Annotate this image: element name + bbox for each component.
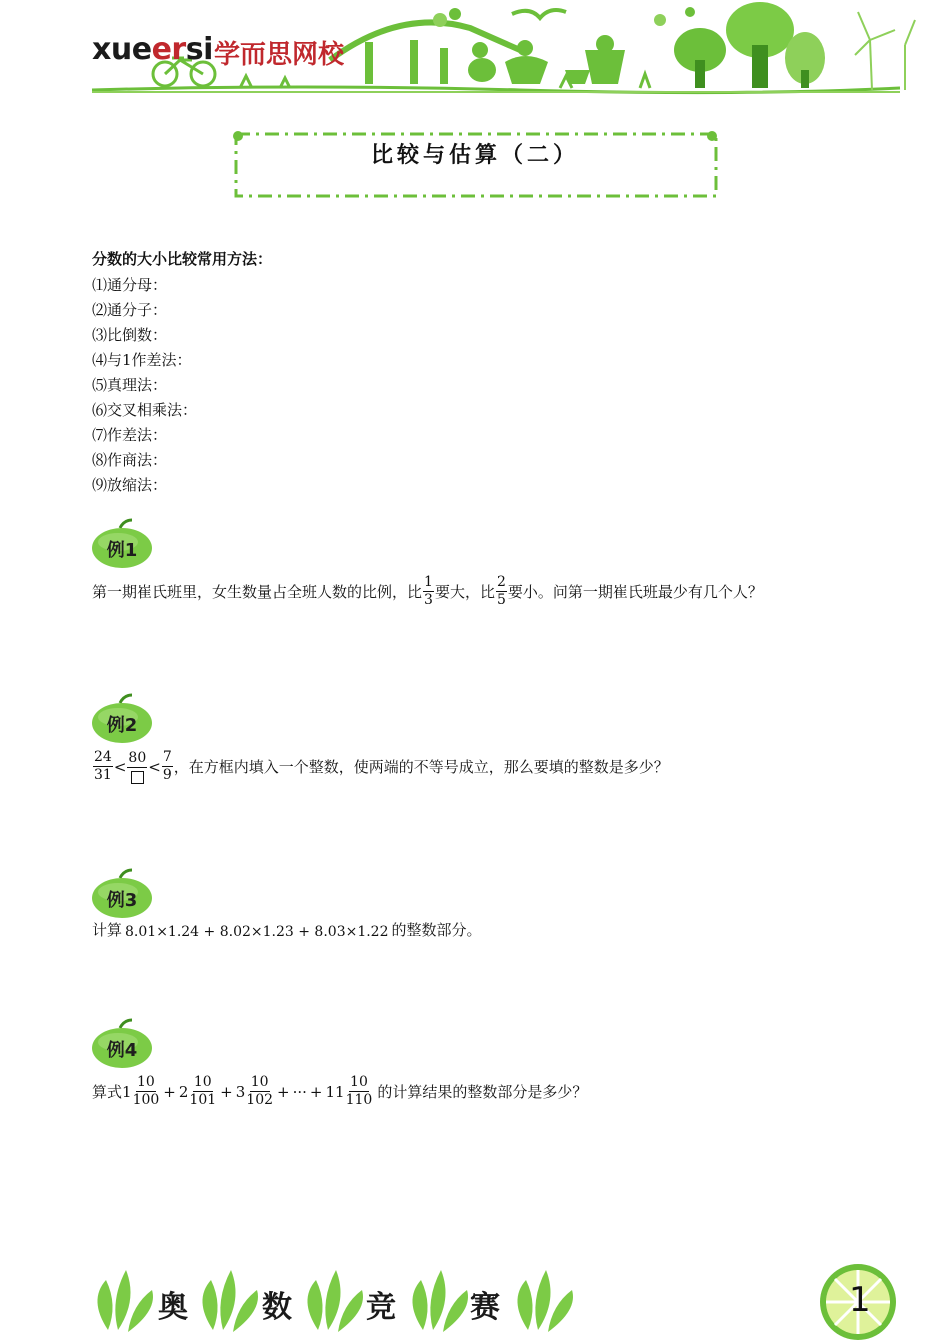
method-item: ⑶比倒数： [92,326,168,344]
example-badge-3 [90,868,154,920]
svg-text:例1: 例1 [106,540,138,561]
example-badge-1 [90,518,154,570]
windmill-icon [855,12,915,90]
fraction: $\frac{7}{9}$ [162,749,172,783]
children-icon [468,35,625,84]
fraction: $\frac{24}{31}$ [94,749,112,783]
method-item: ⑹交叉相乘法： [92,401,198,419]
mixed-number: 2 $\frac{10}{101}$ [178,1074,217,1108]
mixed-number: 3 $\frac{10}{102}$ [235,1074,274,1108]
footer-word: 赛 [470,1290,500,1325]
example-badge-2 [90,693,154,745]
page-title: 比较与估算（二） [370,143,579,168]
tree-icon [674,2,825,88]
footer-word: 数 [262,1290,292,1325]
mixed-number: 1 $\frac{10}{100}$ [122,1074,160,1108]
method-item: ⑵通分子： [92,301,168,319]
method-item: ⑻作商法： [92,451,168,469]
footer-word: 奥 [158,1290,188,1325]
example-badge-4 [90,1018,154,1070]
math-expression: 8.01×1.24 + 8.02×1.23 + 8.03×1.22 [125,923,389,940]
method-item: ⑺作差法： [92,426,168,444]
logo-wordmark: xueersi [92,32,213,67]
footer-word: 竞 [366,1290,396,1325]
example-1-question: 第一期崔氏班里，女生数量占全班人数的比例，比 $\frac{1}{3}$ 要大，比 $\frac{2}{5}$ 要小。问第一期崔氏班最少有几个人？ [92,574,763,608]
example-4-question: 算式 1 $\frac{10}{100}$ + 2 $\frac{10}{101}$ + 3 $\frac{10}{102}$ + ··· + 11 $\frac{10}{110}$ 的计算结果的整数部分是多少？ [92,1074,588,1108]
blank-box [131,771,144,784]
example-3-question: 计算 8.01×1.24 + 8.02×1.23 + 8.03×1.22 的整数部分。 [92,921,482,940]
svg-text:例3: 例3 [106,890,138,911]
mixed-number: 11 $\frac{10}{110}$ [325,1074,373,1108]
method-item: ⑸真理法： [92,376,168,394]
page-footer [0,1240,950,1344]
example-2-question: $\frac{24}{31}$ < 80 < $\frac{7}{9}$ ，在方框内填入一个整数，使两端的不等号成立，那么要填的整数是多少？ [94,749,669,783]
page-number: 1 [849,1280,871,1320]
bird-icon [512,10,566,18]
svg-text:例2: 例2 [106,715,138,736]
methods-list [92,273,197,498]
svg-text:例4: 例4 [106,1040,138,1061]
fraction: $\frac{2}{5}$ [496,574,506,608]
logo-chinese-name: 学而思网校 [214,40,345,70]
methods-heading: 分数的大小比较常用方法： [92,250,273,268]
fraction-with-blank: 80 [127,750,147,784]
fraction: $\frac{1}{3}$ [424,574,433,608]
method-item: ⑼放缩法： [92,476,168,494]
method-item: ⑴通分母： [92,276,168,294]
method-item: ⑷与1作差法： [92,351,192,369]
page-header [0,0,950,100]
